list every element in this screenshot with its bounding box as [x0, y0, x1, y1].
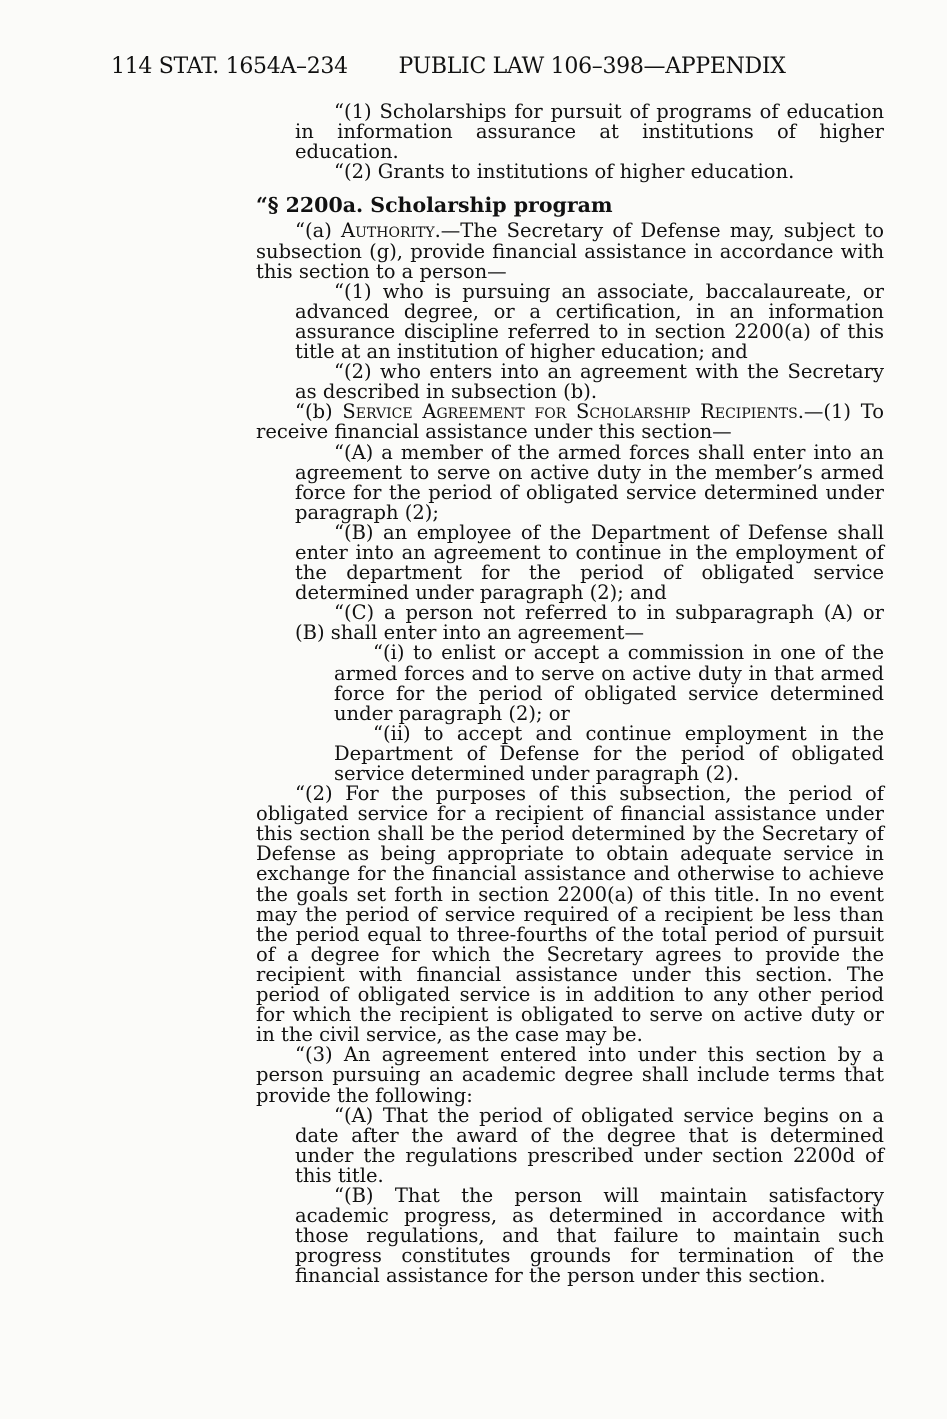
section-heading: “§ 2200a. Scholarship program — [256, 193, 613, 218]
subsection-a — [256, 221, 884, 281]
paragraph-3-subparagraph-b: “(B) That the person will maintain satisfactory academic progress, as determined in accordance with those regulations, and that failure to maintain such progress constitutes grounds for termination of the financial assistance for the person under this section. — [295, 1183, 884, 1288]
clause-ii: “(ii) to accept and continue employment in the Department of Defense for the period of obligated service determined under paragraph (2). — [334, 721, 884, 785]
clause-i: “(i) to enlist or accept a commission in one of the armed forces and to serve on active duty in that armed force for the period of obligated service determined under paragraph (2); or — [334, 641, 884, 725]
intro-item-2: “(2) Grants to institutions of higher education. — [334, 160, 795, 184]
subsection-a-label: “(a) — [295, 219, 342, 243]
paragraph-3: “(3) An agreement entered into under this section by a person pursuing an academic degree shall include terms that provide the following: — [256, 1043, 884, 1107]
subparagraph-b: “(B) an employee of the Department of Defense shall enter into an agreement to continue in the employment of the department for the period of obligated service determined under paragraph (2); and — [295, 520, 884, 605]
subsection-b — [256, 402, 884, 442]
body-text — [256, 102, 884, 1286]
statute-citation: 114 STAT. 1654A–234 — [111, 54, 348, 79]
subsection-a-paragraph-2: “(2) who enters into an agreement with the Secretary as described in subsection (b). — [295, 360, 884, 404]
subparagraph-c: “(C) a person not referred to in subparagraph (A) or (B) shall enter into an agreement— — [295, 601, 884, 645]
subsection-a-paragraph-1: “(1) who is pursuing an associate, baccalaureate, or advanced degree, or a certification, in an information assurance discipline referred to in section 2200(a) of this title at an institution of higher education; and — [295, 279, 884, 364]
paragraph-3-subparagraph-a: “(A) That the period of obligated service begins on a date after the award of the degree that is determined under the regulations prescribed under section 2200d of this title. — [295, 1103, 884, 1187]
subsection-a-text: .—The Secretary of Defense may, subject to subsection (g), provide financial assistance in accordance with this section to a person— — [256, 219, 884, 283]
public-law-title: PUBLIC LAW 106–398—APPENDIX — [398, 54, 786, 79]
subsection-b-label: “(b) — [295, 400, 343, 424]
running-head — [111, 54, 891, 79]
subparagraph-a: “(A) a member of the armed forces shall enter into an agreement to serve on active duty in the member’s armed force for the period of obligated service determined under paragraph (2); — [295, 440, 884, 524]
intro-item-1: “(1) Scholarships for pursuit of programs of education in information assurance at institutions of higher education. — [295, 100, 884, 164]
subsection-b-caption: Service Agreement for Scholarship Recipients — [342, 400, 798, 424]
subsection-a-caption: Authority — [341, 219, 435, 243]
paragraph-2: “(2) For the purposes of this subsection, the period of obligated service for a recipient of financial assistance under this section shall be the period determined by the Secretary of Defense as being appropriate to obtain adequate service in exchange for the financial assistance and otherwise to achieve the goals set forth in section 2200(a) of this title. In no event may the period of service required of a recipient be less than the period equal to three-fourths of the total period of pursuit of a degree for which the Secretary agrees to provide the recipient with financial assistance under this section. The period of obligated service is in addition to any other period for which the recipient is obligated to serve on active duty or in the civil service, as the case may be. — [256, 782, 884, 1047]
subsection-b-text: .—(1) To receive financial assistance under this section— — [256, 400, 884, 444]
